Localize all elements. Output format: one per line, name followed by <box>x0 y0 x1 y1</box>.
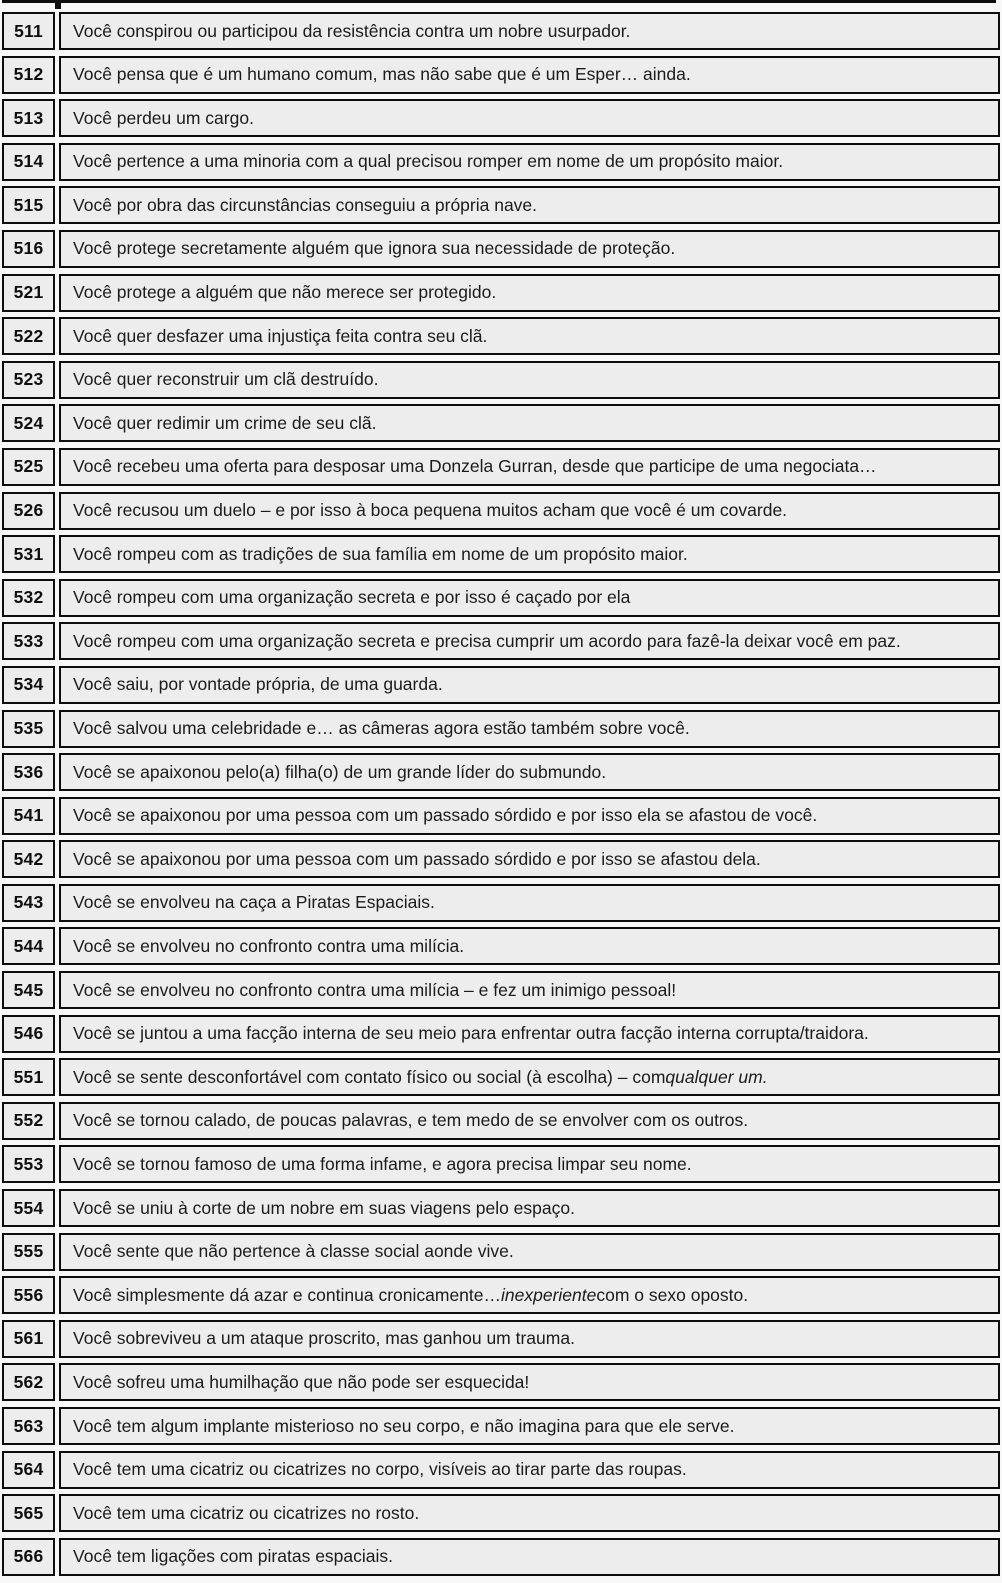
background-description-cell <box>59 274 1000 312</box>
roll-number-cell: 536 <box>2 753 55 791</box>
table-row <box>2 186 1000 224</box>
roll-number-cell: 564 <box>2 1451 55 1489</box>
roll-number-cell: 562 <box>2 1363 55 1401</box>
description-text: Você conspirou ou participou da resistência contra um nobre usurpador. <box>73 20 631 41</box>
description-text: com o sexo oposto. <box>596 1284 749 1305</box>
background-description-cell <box>59 797 1000 835</box>
table-row <box>2 971 1000 1009</box>
roll-number-cell: 514 <box>2 143 55 181</box>
roll-number-cell: 565 <box>2 1494 55 1532</box>
table-row <box>2 1058 1000 1096</box>
roll-number-cell: 551 <box>2 1058 55 1096</box>
roll-number-cell: 566 <box>2 1538 55 1576</box>
description-text: Você tem algum implante misterioso no seu corpo, e não imagina para que ele serve. <box>73 1415 735 1436</box>
roll-number-cell: 525 <box>2 448 55 486</box>
description-text: Você tem ligações com piratas espaciais. <box>73 1546 394 1567</box>
d66-background-table <box>2 12 1000 1576</box>
roll-number-cell: 526 <box>2 492 55 530</box>
background-description-cell <box>59 143 1000 181</box>
background-description-cell <box>59 1407 1000 1445</box>
background-description-cell <box>59 1015 1000 1053</box>
description-text: Você se tornou calado, de poucas palavras, e tem medo de se envolver com os outros. <box>73 1110 749 1131</box>
background-description-cell <box>59 666 1000 704</box>
background-description-cell <box>59 361 1000 399</box>
table-row <box>2 230 1000 268</box>
background-description-cell <box>59 317 1000 355</box>
description-text: Você sobreviveu a um ataque proscrito, mas ganhou um trauma. <box>73 1328 575 1349</box>
table-row <box>2 143 1000 181</box>
background-description-cell <box>59 1102 1000 1140</box>
background-description-cell <box>59 448 1000 486</box>
table-row <box>2 12 1000 50</box>
table-row <box>2 927 1000 965</box>
background-description-cell <box>59 186 1000 224</box>
description-text: Você se juntou a uma facção interna de seu meio para enfrentar outra facção interna corrupta/traidora. <box>73 1023 869 1044</box>
roll-number-cell: 543 <box>2 884 55 922</box>
roll-number-cell: 535 <box>2 710 55 748</box>
roll-number-cell: 556 <box>2 1276 55 1314</box>
background-description-cell <box>59 12 1000 50</box>
background-description-cell <box>59 1058 1000 1096</box>
background-description-cell <box>59 927 1000 965</box>
description-text: Você por obra das circunstâncias conseguiu a própria nave. <box>73 194 538 215</box>
table-row <box>2 579 1000 617</box>
background-description-cell <box>59 1320 1000 1358</box>
description-text: Você se apaixonou por uma pessoa com um passado sórdido e por isso ela se afastou de você. <box>73 805 818 826</box>
description-text: Você se apaixonou por uma pessoa com um passado sórdido e por isso se afastou dela. <box>73 848 761 869</box>
table-row <box>2 99 1000 137</box>
table-row <box>2 1015 1000 1053</box>
description-text: Você se sente desconfortável com contato físico ou social (à escolha) – com <box>73 1066 666 1087</box>
table-row <box>2 1538 1000 1576</box>
table-row <box>2 840 1000 878</box>
table-row <box>2 710 1000 748</box>
table-row <box>2 492 1000 530</box>
description-text: Você quer desfazer uma injustiça feita contra seu clã. <box>73 325 488 346</box>
description-text: Você perdeu um cargo. <box>73 107 254 128</box>
table-row <box>2 535 1000 573</box>
table-row <box>2 274 1000 312</box>
roll-number-cell: 534 <box>2 666 55 704</box>
table-row <box>2 1233 1000 1271</box>
table-row <box>2 1363 1000 1401</box>
cutoff-previous-row-divider <box>55 0 61 9</box>
table-row <box>2 1102 1000 1140</box>
description-italic-text: qualquer um. <box>665 1066 768 1087</box>
description-text: Você protege a alguém que não merece ser protegido. <box>73 282 497 303</box>
table-row <box>2 317 1000 355</box>
cutoff-previous-row-border <box>2 0 996 3</box>
table-row <box>2 1494 1000 1532</box>
background-description-cell <box>59 1189 1000 1227</box>
roll-number-cell: 541 <box>2 797 55 835</box>
description-italic-text: inexperiente <box>501 1284 597 1305</box>
description-text: Você recebeu uma oferta para desposar uma Donzela Gurran, desde que participe de uma negociata… <box>73 456 877 477</box>
background-description-cell <box>59 230 1000 268</box>
background-description-cell <box>59 753 1000 791</box>
roll-number-cell: 546 <box>2 1015 55 1053</box>
description-text: Você se envolveu no confronto contra uma milícia. <box>73 935 465 956</box>
table-row <box>2 1451 1000 1489</box>
table-row <box>2 1276 1000 1314</box>
roll-number-cell: 542 <box>2 840 55 878</box>
table-row <box>2 666 1000 704</box>
table-row <box>2 1407 1000 1445</box>
background-description-cell <box>59 971 1000 1009</box>
roll-number-cell: 521 <box>2 274 55 312</box>
background-description-cell <box>59 1233 1000 1271</box>
description-text: Você tem uma cicatriz ou cicatrizes no rosto. <box>73 1502 420 1523</box>
roll-number-cell: 531 <box>2 535 55 573</box>
roll-number-cell: 513 <box>2 99 55 137</box>
description-text: Você recusou um duelo – e por isso à boca pequena muitos acham que você é um covarde. <box>73 500 788 521</box>
table-row <box>2 56 1000 94</box>
background-description-cell <box>59 579 1000 617</box>
background-description-cell <box>59 1538 1000 1576</box>
background-description-cell <box>59 840 1000 878</box>
roll-number-cell: 555 <box>2 1233 55 1271</box>
table-row <box>2 797 1000 835</box>
roll-number-cell: 522 <box>2 317 55 355</box>
background-description-cell <box>59 56 1000 94</box>
table-row <box>2 884 1000 922</box>
table-row <box>2 404 1000 442</box>
description-text: Você rompeu com as tradições de sua família em nome de um propósito maior. <box>73 543 688 564</box>
roll-number-cell: 561 <box>2 1320 55 1358</box>
roll-number-cell: 512 <box>2 56 55 94</box>
roll-number-cell: 554 <box>2 1189 55 1227</box>
description-text: Você salvou uma celebridade e… as câmeras agora estão também sobre você. <box>73 718 690 738</box>
description-text: Você rompeu com uma organização secreta e por isso é caçado por ela <box>73 587 631 608</box>
description-text: Você se envolveu no confronto contra uma milícia – e fez um inimigo pessoal! <box>73 979 677 1000</box>
background-description-cell <box>59 1494 1000 1532</box>
description-text: Você rompeu com uma organização secreta e precisa cumprir um acordo para fazê-la deixar você em paz. <box>73 630 901 651</box>
table-row <box>2 622 1000 660</box>
background-description-cell <box>59 492 1000 530</box>
background-description-cell <box>59 404 1000 442</box>
background-description-cell <box>59 710 1000 748</box>
description-text: Você saiu, por vontade própria, de uma guarda. <box>73 674 443 695</box>
description-text: Você pertence a uma minoria com a qual precisou romper em nome de um propósito maior. <box>73 151 784 172</box>
description-text: Você sofreu uma humilhação que não pode ser esquecida! <box>73 1371 530 1392</box>
description-text: Você se uniu à corte de um nobre em suas viagens pelo espaço. <box>73 1197 575 1218</box>
roll-number-cell: 515 <box>2 186 55 224</box>
roll-number-cell: 552 <box>2 1102 55 1140</box>
table-row <box>2 753 1000 791</box>
table-row <box>2 1189 1000 1227</box>
description-text: Você protege secretamente alguém que ignora sua necessidade de proteção. <box>73 238 676 259</box>
table-row <box>2 448 1000 486</box>
roll-number-cell: 524 <box>2 404 55 442</box>
background-description-cell <box>59 1451 1000 1489</box>
roll-number-cell: 545 <box>2 971 55 1009</box>
background-description-cell <box>59 884 1000 922</box>
description-text: Você se tornou famoso de uma forma infame, e agora precisa limpar seu nome. <box>73 1153 692 1174</box>
description-text: Você quer redimir um crime de seu clã. <box>73 412 377 433</box>
roll-number-cell: 511 <box>2 12 55 50</box>
description-text: Você tem uma cicatriz ou cicatrizes no corpo, visíveis ao tirar parte das roupas. <box>73 1459 687 1480</box>
description-text: Você pensa que é um humano comum, mas não sabe que é um Esper… ainda. <box>73 64 691 85</box>
background-description-cell <box>59 1276 1000 1314</box>
roll-number-cell: 544 <box>2 927 55 965</box>
description-text: Você sente que não pertence à classe social aonde vive. <box>73 1241 514 1262</box>
table-row <box>2 1145 1000 1183</box>
background-description-cell <box>59 535 1000 573</box>
roll-number-cell: 532 <box>2 579 55 617</box>
table-row <box>2 1320 1000 1358</box>
table-row <box>2 361 1000 399</box>
background-description-cell <box>59 1145 1000 1183</box>
background-description-cell <box>59 99 1000 137</box>
roll-number-cell: 563 <box>2 1407 55 1445</box>
description-text: Você quer reconstruir um clã destruído. <box>73 369 379 390</box>
roll-number-cell: 533 <box>2 622 55 660</box>
description-text: Você se apaixonou pelo(a) filha(o) de um grande líder do submundo. <box>73 761 607 782</box>
roll-number-cell: 516 <box>2 230 55 268</box>
roll-number-cell: 523 <box>2 361 55 399</box>
roll-number-cell: 553 <box>2 1145 55 1183</box>
background-description-cell <box>59 622 1000 660</box>
description-text: Você se envolveu na caça a Piratas Espaciais. <box>73 892 435 913</box>
description-text: Você simplesmente dá azar e continua cronicamente… <box>73 1284 502 1305</box>
background-description-cell <box>59 1363 1000 1401</box>
